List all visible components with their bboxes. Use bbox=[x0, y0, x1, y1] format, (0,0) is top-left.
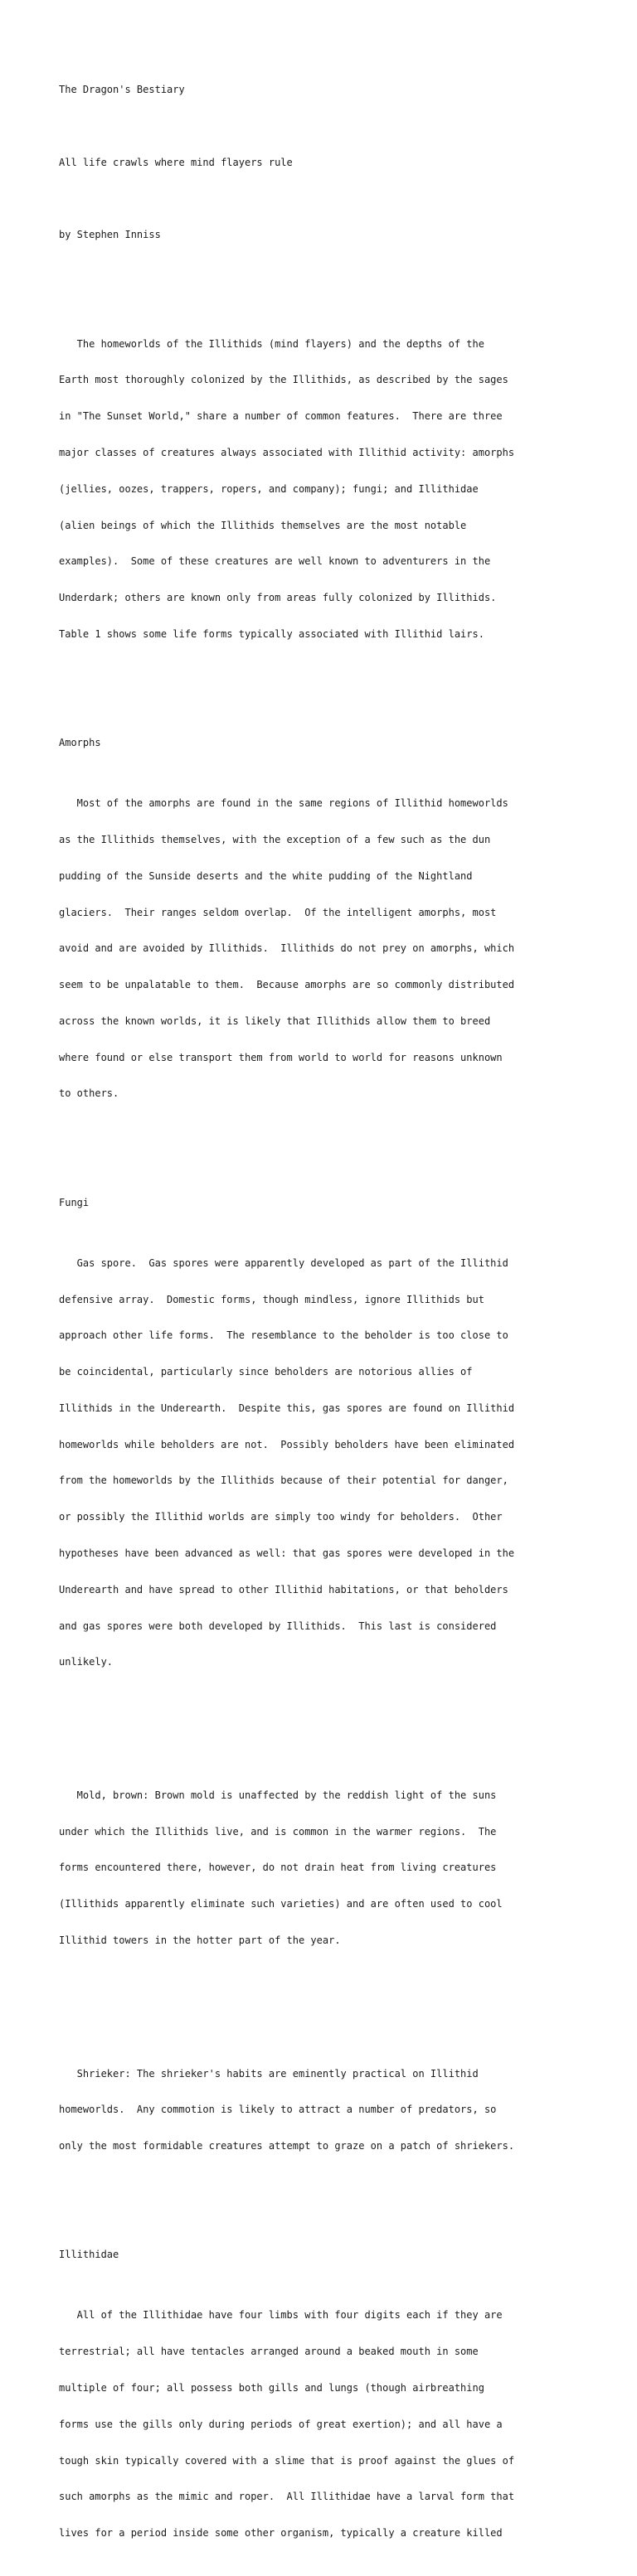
text-line: Gas spore. Gas spores were apparently developed as part of the Illithid bbox=[59, 1257, 508, 1269]
text-line: (alien beings of which the Illithids themselves are the most notable bbox=[59, 519, 467, 531]
text-line: as the Illithids themselves, with the exception of a few such as the dun bbox=[59, 834, 491, 845]
document-title: The Dragon's Bestiary bbox=[59, 84, 185, 96]
text-line: tough skin typically covered with a slime that is proof against the glues of bbox=[59, 2454, 515, 2467]
text-line: hypotheses have been advanced as well: that gas spores were developed in the bbox=[59, 1547, 515, 1560]
text-line: All of the Illithidae have four limbs with four digits each if they are bbox=[59, 2309, 503, 2322]
blank-line bbox=[59, 1148, 606, 1160]
text-line: to others. bbox=[59, 1087, 119, 1100]
text-line: across the known worlds, it is likely that Illithids allow them to breed bbox=[59, 1014, 491, 1027]
text-line: Shrieker: The shrieker's habits are eminently practical on Illithid bbox=[59, 2067, 479, 2080]
text-line: be coincidental, particularly since beholders are notorious allies of bbox=[59, 1366, 473, 1378]
text-line: (Illithids apparently eliminate such varieties) and are often used to cool bbox=[59, 1898, 503, 1910]
text-line: Underearth and have spread to other Illithid habitations, or that beholders bbox=[59, 1583, 508, 1595]
amorphs-paragraph bbox=[59, 773, 606, 1124]
text-line: lives for a period inside some other organism, typically a creature killed bbox=[59, 2527, 503, 2540]
section-heading-fungi: Fungi bbox=[59, 1196, 90, 1208]
text-line: Earth most thoroughly colonized by the Illithids, as described by the sages bbox=[59, 374, 508, 386]
text-line: or possibly the Illithid worlds are simply too windy for beholders. Other bbox=[59, 1511, 503, 1523]
text-line: under which the Illithids live, and is common in the warmer regions. The bbox=[59, 1825, 497, 1838]
fungi-shrieker-paragraph bbox=[59, 2043, 606, 2177]
text-line: glaciers. Their ranges seldom overlap. Of the intelligent amorphs, most bbox=[59, 906, 497, 918]
intro-paragraph bbox=[59, 313, 606, 664]
fungi-brown-mold-paragraph bbox=[59, 1765, 606, 1971]
text-line: seem to be unpalatable to them. Because amorphs are so commonly distributed bbox=[59, 979, 515, 991]
text-line: Most of the amorphs are found in the same regions of Illithid homeworlds bbox=[59, 797, 508, 810]
text-line: only the most formidable creatures attempt to graze on a patch of shriekers. bbox=[59, 2140, 515, 2152]
blank-line bbox=[59, 1995, 606, 2007]
text-line: from the homeworlds by the Illithids because of their potential for danger, bbox=[59, 1474, 508, 1487]
text-line: examples). Some of these creatures are well known to adventurers in the bbox=[59, 555, 491, 568]
text-line: where found or else transport them from world to world for reasons unknown bbox=[59, 1051, 503, 1063]
text-line: such amorphs as the mimic and roper. All Illithidae have a larval form that bbox=[59, 2491, 515, 2503]
blank-line bbox=[59, 1717, 606, 1729]
blank-line bbox=[59, 120, 606, 133]
text-line: pudding of the Sunside deserts and the white pudding of the Nightland bbox=[59, 869, 473, 882]
text-line: forms encountered there, however, do not drain heat from living creatures bbox=[59, 1862, 497, 1874]
text-line: homeworlds while beholders are not. Possibly beholders have been eliminated bbox=[59, 1438, 515, 1450]
text-line: approach other life forms. The resemblance to the beholder is too close to bbox=[59, 1329, 508, 1342]
text-line: Table 1 shows some life forms typically associated with Illithid lairs. bbox=[59, 627, 484, 640]
text-line: Illithids in the Underearth. Despite this, gas spores are found on Illithid bbox=[59, 1402, 515, 1414]
document-page bbox=[59, 60, 606, 2576]
text-line: (jellies, oozes, trappers, ropers, and company); fungi; and Illithidae bbox=[59, 482, 479, 495]
text-line: Underdark; others are known only from areas fully colonized by Illithids. bbox=[59, 592, 497, 604]
text-line: The homeworlds of the Illithids (mind flayers) and the depths of the bbox=[59, 337, 484, 350]
illithidae-paragraph bbox=[59, 2285, 606, 2564]
blank-line bbox=[59, 689, 606, 701]
blank-line bbox=[59, 265, 606, 278]
fungi-gas-spore-paragraph bbox=[59, 1233, 606, 1693]
text-line: terrestrial; all have tentacles arranged around a beaked mouth in some bbox=[59, 2346, 479, 2358]
blank-line bbox=[59, 2201, 606, 2213]
section-heading-illithidae: Illithidae bbox=[59, 2249, 119, 2261]
text-line: unlikely. bbox=[59, 1656, 114, 1668]
text-line: avoid and are avoided by Illithids. Illithids do not prey on amorphs, which bbox=[59, 942, 515, 955]
text-line: homeworlds. Any commotion is likely to attract a number of predators, so bbox=[59, 2104, 497, 2116]
document-subtitle: All life crawls where mind flayers rule bbox=[59, 156, 293, 168]
text-line: defensive array. Domestic forms, though mindless, ignore Illithids but bbox=[59, 1293, 484, 1305]
text-line: in "The Sunset World," share a number of common features. There are three bbox=[59, 410, 503, 423]
text-line: Illithid towers in the hotter part of the year. bbox=[59, 1934, 341, 1947]
text-line: multiple of four; all possess both gills and lungs (though airbreathing bbox=[59, 2382, 484, 2394]
blank-line bbox=[59, 193, 606, 206]
document-byline: by Stephen Inniss bbox=[59, 229, 161, 241]
text-line: and gas spores were both developed by Illithids. This last is considered bbox=[59, 1620, 497, 1632]
section-heading-amorphs: Amorphs bbox=[59, 737, 101, 749]
text-line: major classes of creatures always associated with Illithid activity: amorphs bbox=[59, 447, 515, 458]
text-line: Mold, brown: Brown mold is unaffected by the reddish light of the suns bbox=[59, 1789, 497, 1801]
text-line: forms use the gills only during periods of great exertion); and all have a bbox=[59, 2418, 503, 2430]
